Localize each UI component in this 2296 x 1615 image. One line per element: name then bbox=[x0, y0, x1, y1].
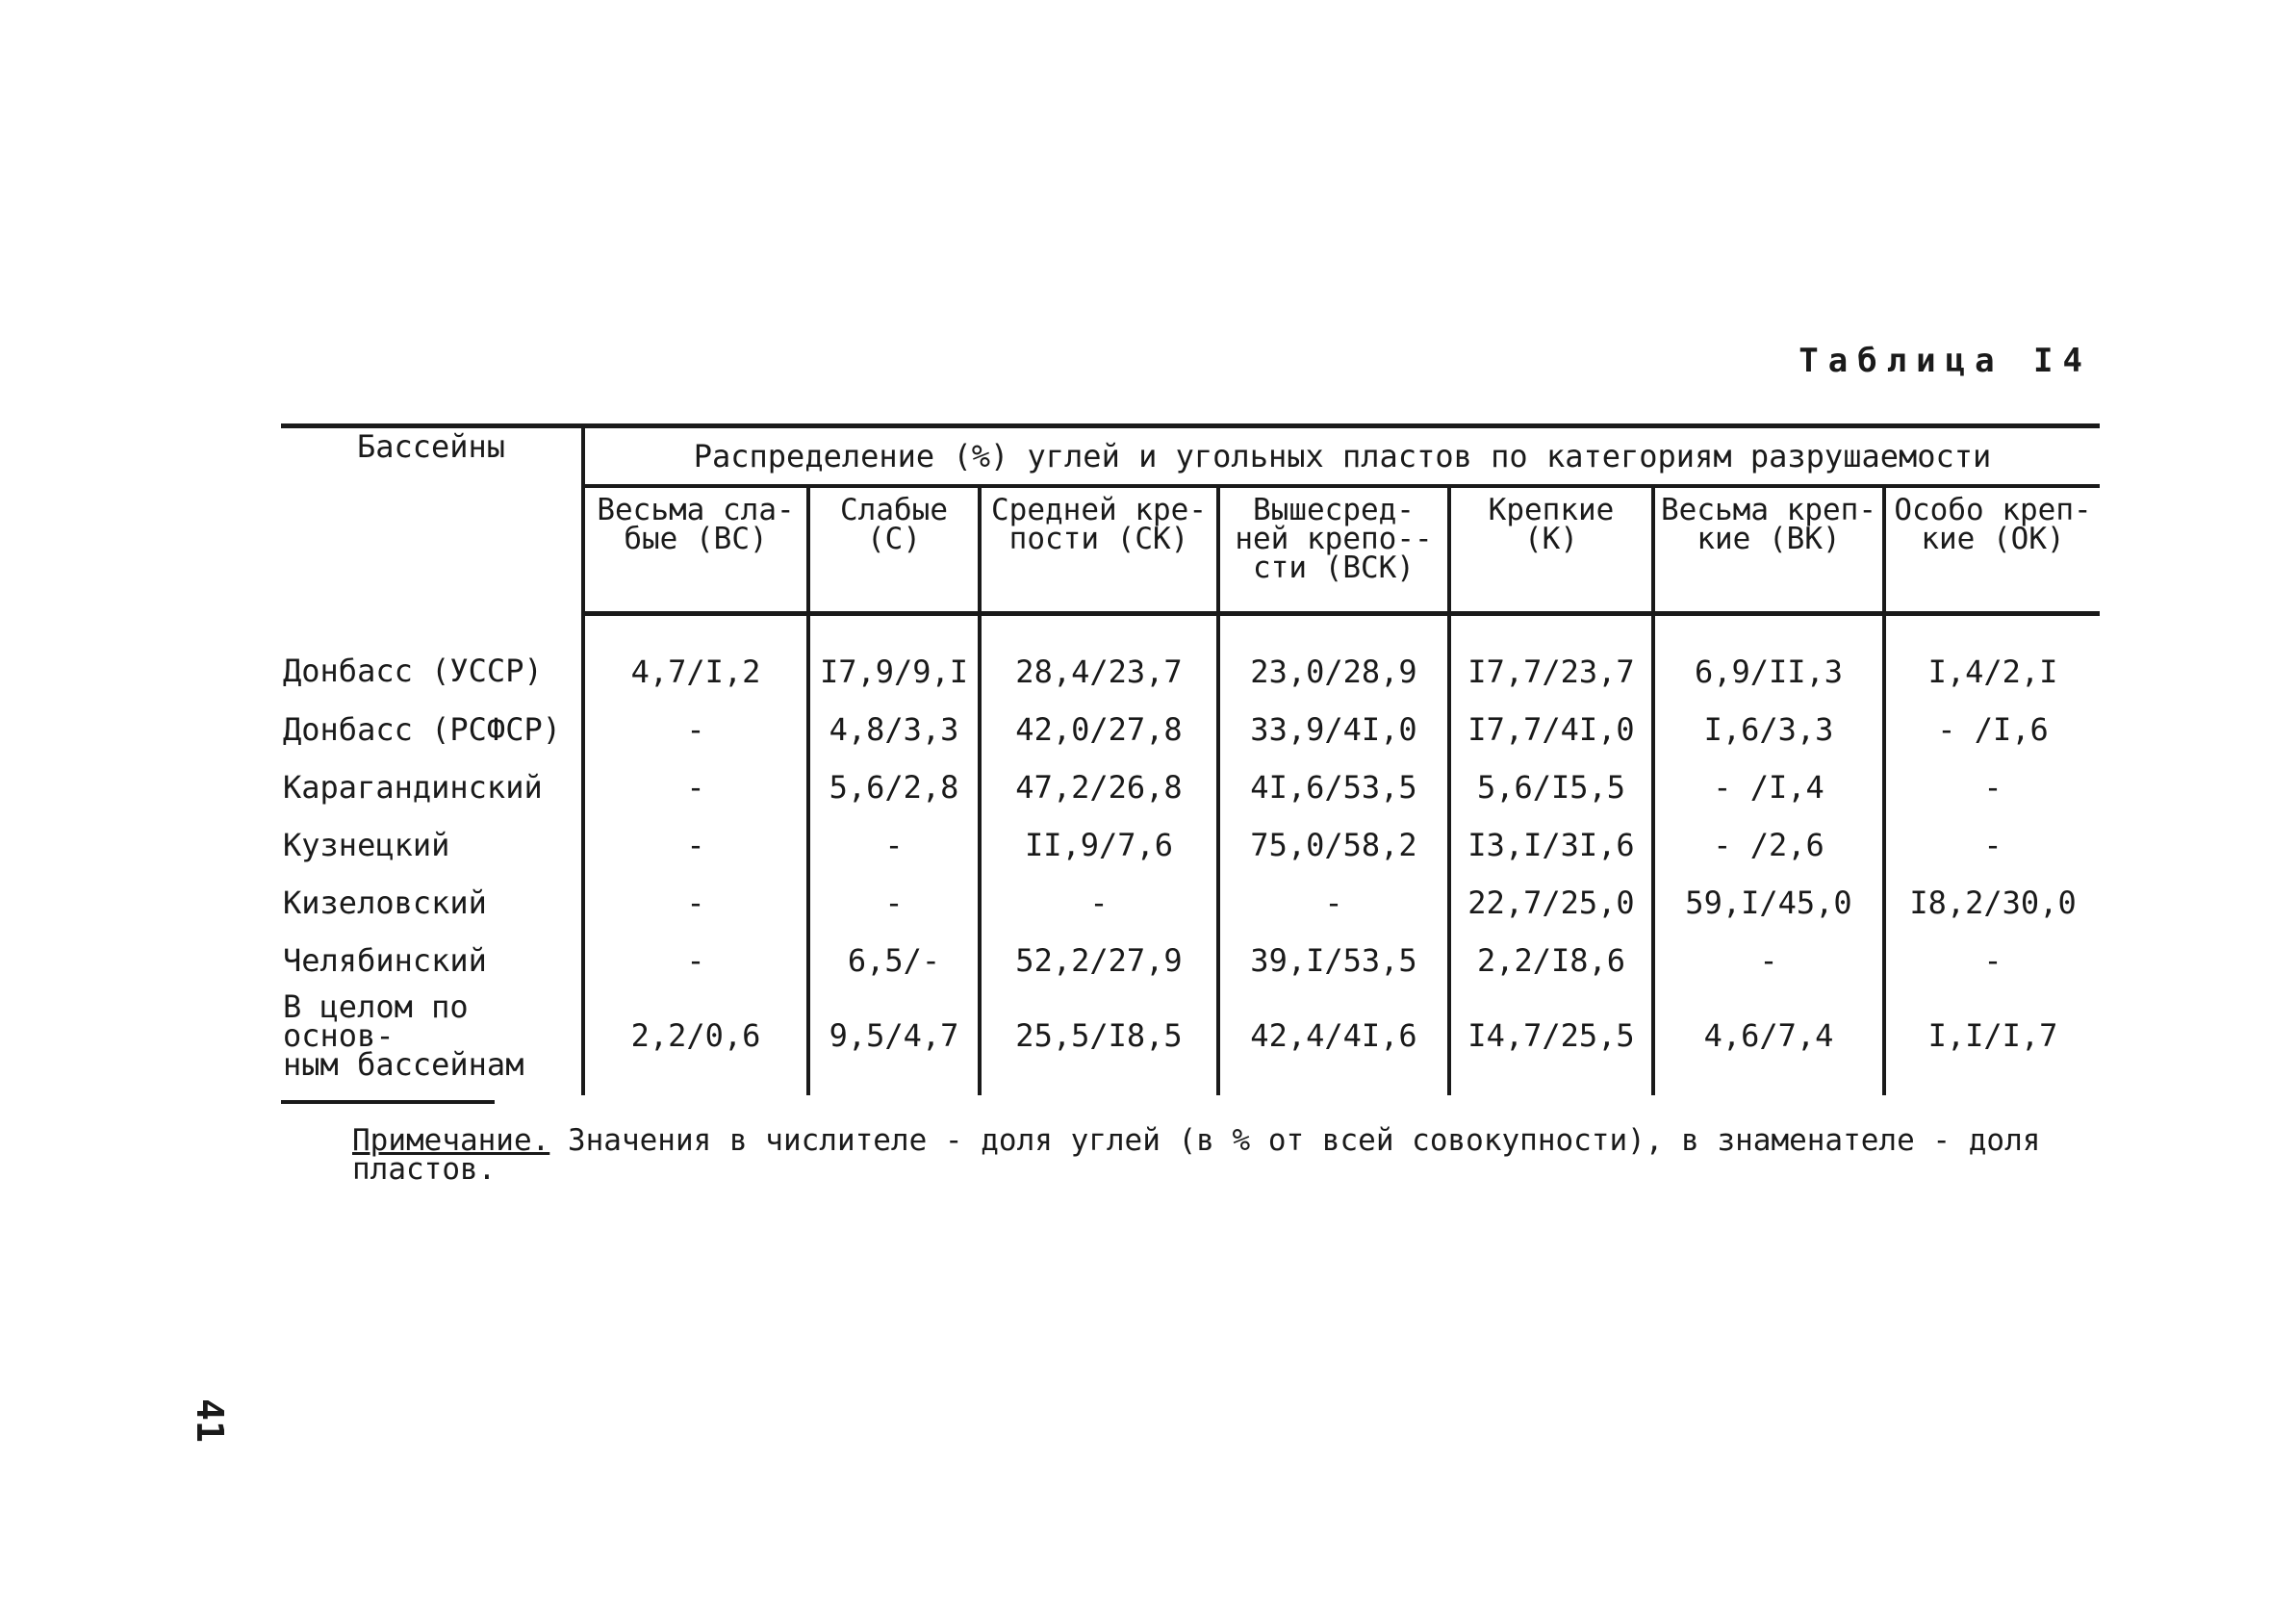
table-row bbox=[281, 874, 2100, 932]
column-header-sk: Средней кре- пости (СК) bbox=[980, 486, 1218, 614]
coal-distribution-table bbox=[281, 423, 2100, 1095]
table-cell: I4,7/25,5 bbox=[1449, 989, 1653, 1095]
table-row bbox=[281, 701, 2100, 758]
table-cell: - bbox=[1218, 874, 1449, 932]
table-cell: 39,I/53,5 bbox=[1218, 932, 1449, 989]
table-cell: I,4/2,I bbox=[1884, 614, 2100, 702]
table-cell: I7,7/4I,0 bbox=[1449, 701, 1653, 758]
basin-name: Донбасс (РСФСР) bbox=[283, 711, 561, 748]
table-cell: - /2,6 bbox=[1653, 816, 1884, 874]
table-cell: - bbox=[583, 932, 808, 989]
table-cell: I3,I/3I,6 bbox=[1449, 816, 1653, 874]
basin-name: Челябинский bbox=[283, 942, 487, 979]
table-cell: - bbox=[1884, 932, 2100, 989]
table-cell: I8,2/30,0 bbox=[1884, 874, 2100, 932]
table-cell: - bbox=[808, 874, 980, 932]
table-cell: 5,6/2,8 bbox=[808, 758, 980, 816]
table-cell: 2,2/I8,6 bbox=[1449, 932, 1653, 989]
footnote-text: Значения в числителе - доля углей (в % от всей совокупности), в знаменателе - доля пластов. bbox=[352, 1123, 2041, 1187]
table-cell: - bbox=[583, 874, 808, 932]
table-cell: 25,5/I8,5 bbox=[980, 989, 1218, 1095]
table-cell: I,I/I,7 bbox=[1884, 989, 2100, 1095]
column-header-ok: Особо креп- кие (ОК) bbox=[1884, 486, 2100, 614]
table-cell: I,6/3,3 bbox=[1653, 701, 1884, 758]
table-row bbox=[281, 932, 2100, 989]
table-cell: 75,0/58,2 bbox=[1218, 816, 1449, 874]
basin-column-header: Бассейны bbox=[281, 426, 583, 614]
table-cell: - bbox=[583, 701, 808, 758]
table-cell: I7,9/9,I bbox=[808, 614, 980, 702]
table-cell: 33,9/4I,0 bbox=[1218, 701, 1449, 758]
column-header-vk: Весьма креп- кие (ВК) bbox=[1653, 486, 1884, 614]
table-cell: 42,4/4I,6 bbox=[1218, 989, 1449, 1095]
table-cell: 4,8/3,3 bbox=[808, 701, 980, 758]
table-cell: 52,2/27,9 bbox=[980, 932, 1218, 989]
table-cell: 6,5/- bbox=[808, 932, 980, 989]
table-cell: - /I,6 bbox=[1884, 701, 2100, 758]
basin-name: Кизеловский bbox=[283, 884, 487, 921]
table-cell: - bbox=[980, 874, 1218, 932]
table-cell: 47,2/26,8 bbox=[980, 758, 1218, 816]
data-table-container bbox=[281, 423, 2100, 1095]
table-cell: 4,7/I,2 bbox=[583, 614, 808, 702]
basin-name: Донбасс (УССР) bbox=[283, 652, 543, 689]
table-cell: - bbox=[1884, 758, 2100, 816]
table-title: Таблица I4 bbox=[1799, 342, 2092, 380]
basin-name: Кузнецкий bbox=[283, 827, 450, 863]
column-header-s: Слабые (С) bbox=[808, 486, 980, 614]
basin-name: Карагандинский bbox=[283, 769, 543, 806]
column-header-vsk: Вышесред- ней крепо-- сти (ВСК) bbox=[1218, 486, 1449, 614]
footnote-label: Примечание. bbox=[352, 1123, 550, 1158]
column-header-k: Крепкие (К) bbox=[1449, 486, 1653, 614]
page-number: 41 bbox=[189, 1398, 231, 1443]
table-cell: - bbox=[1653, 932, 1884, 989]
footnote-divider bbox=[281, 1100, 495, 1104]
table-row-total bbox=[281, 989, 2100, 1095]
table-cell: 2,2/0,6 bbox=[583, 989, 808, 1095]
table-row bbox=[281, 758, 2100, 816]
table-cell: 28,4/23,7 bbox=[980, 614, 1218, 702]
table-cell: 9,5/4,7 bbox=[808, 989, 980, 1095]
table-cell: - bbox=[583, 758, 808, 816]
table-cell: 6,9/II,3 bbox=[1653, 614, 1884, 702]
table-cell: 59,I/45,0 bbox=[1653, 874, 1884, 932]
footnote bbox=[352, 1123, 2046, 1187]
table-cell: - bbox=[1884, 816, 2100, 874]
table-cell: 4,6/7,4 bbox=[1653, 989, 1884, 1095]
table-cell: I7,7/23,7 bbox=[1449, 614, 1653, 702]
table-row bbox=[281, 816, 2100, 874]
table-cell: 4I,6/53,5 bbox=[1218, 758, 1449, 816]
basin-name: В целом по основ- ным бассейнам bbox=[283, 988, 524, 1083]
table-cell: 5,6/I5,5 bbox=[1449, 758, 1653, 816]
table-cell: 23,0/28,9 bbox=[1218, 614, 1449, 702]
table-row bbox=[281, 614, 2100, 702]
column-header-vs: Весьма сла- бые (ВС) bbox=[583, 486, 808, 614]
table-cell: - /I,4 bbox=[1653, 758, 1884, 816]
table-cell: 42,0/27,8 bbox=[980, 701, 1218, 758]
distribution-group-header: Распределение (%) углей и угольных пластов по категориям разрушаемости bbox=[583, 426, 2100, 487]
table-cell: II,9/7,6 bbox=[980, 816, 1218, 874]
table-cell: - bbox=[808, 816, 980, 874]
table-cell: - bbox=[583, 816, 808, 874]
table-cell: 22,7/25,0 bbox=[1449, 874, 1653, 932]
